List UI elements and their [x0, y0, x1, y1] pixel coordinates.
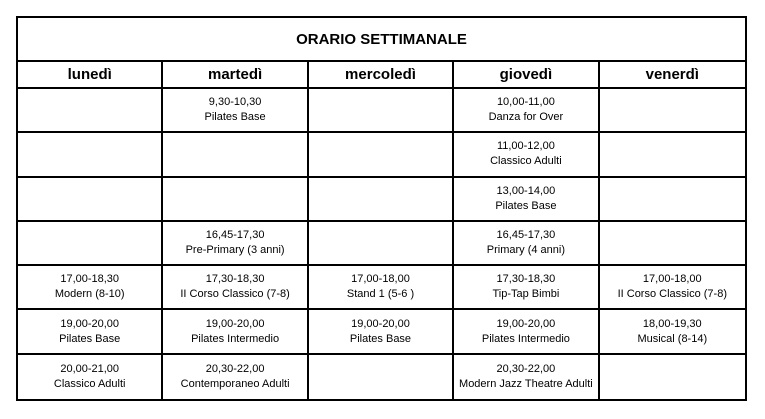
- slot-thursday-2: [454, 133, 599, 177]
- slot-time: 20,30-22,00: [496, 362, 556, 375]
- slot-thursday-5: [454, 266, 599, 310]
- slot-time: 19,00-20,00: [60, 317, 120, 330]
- slot-monday-1: [18, 89, 163, 133]
- slot-friday-5: [600, 266, 745, 310]
- slot-time: 19,00-20,00: [496, 317, 556, 330]
- slot-tuesday-3: [163, 178, 308, 222]
- slot-time: 11,00-12,00: [496, 140, 555, 153]
- slot-course: Stand 1 (5-6 ): [346, 288, 415, 301]
- slot-friday-4: [600, 222, 745, 266]
- slot-course: II Corso Classico (7-8): [180, 288, 290, 301]
- slot-course: II Corso Classico (7-8): [617, 288, 727, 301]
- schedule-title: ORARIO SETTIMANALE: [18, 18, 745, 62]
- slot-course: Classico Adulti: [53, 377, 126, 390]
- slot-course: Pilates Base: [204, 111, 266, 124]
- slot-course: Contemporaneo Adulti: [180, 377, 290, 390]
- slot-wednesday-5: [309, 266, 454, 310]
- slot-tuesday-5: [163, 266, 308, 310]
- slot-course: Pilates Base: [59, 332, 121, 345]
- slot-thursday-1: [454, 89, 599, 133]
- day-header-friday: venerdì: [600, 62, 745, 89]
- slot-time: 17,00-18,30: [60, 273, 120, 286]
- slot-wednesday-7: [309, 355, 454, 399]
- day-header-tuesday: martedì: [163, 62, 308, 89]
- slot-course: Modern Jazz Theatre Adulti: [459, 377, 593, 390]
- slot-course: Pilates Intermedio: [191, 332, 280, 345]
- slot-friday-6: [600, 310, 745, 354]
- slot-course: Pilates Base: [495, 199, 557, 212]
- slot-monday-4: [18, 222, 163, 266]
- slot-course: Musical (8-14): [637, 332, 708, 345]
- slot-monday-6: [18, 310, 163, 354]
- slot-time: 19,00-20,00: [351, 317, 410, 330]
- slot-tuesday-4: [163, 222, 308, 266]
- slot-time: 16,45-17,30: [205, 228, 265, 241]
- slot-time: 20,30-22,00: [205, 362, 265, 375]
- slot-time: 17,00-18,00: [351, 273, 410, 286]
- slot-wednesday-6: [309, 310, 454, 354]
- slot-wednesday-2: [309, 133, 454, 177]
- day-header-thursday: giovedì: [454, 62, 599, 89]
- slot-tuesday-1: [163, 89, 308, 133]
- slot-thursday-3: [454, 178, 599, 222]
- day-header-wednesday: mercoledì: [309, 62, 454, 89]
- slot-monday-5: [18, 266, 163, 310]
- slot-monday-7: [18, 355, 163, 399]
- slot-time: 17,00-18,00: [642, 273, 702, 286]
- slot-wednesday-3: [309, 178, 454, 222]
- slot-tuesday-6: [163, 310, 308, 354]
- slot-wednesday-4: [309, 222, 454, 266]
- slot-monday-3: [18, 178, 163, 222]
- weekly-schedule-table: [16, 16, 747, 401]
- slot-time: 10,00-11,00: [496, 96, 555, 109]
- slot-monday-2: [18, 133, 163, 177]
- slot-course: Primary (4 anni): [486, 243, 566, 256]
- slot-thursday-7: [454, 355, 599, 399]
- slot-friday-3: [600, 178, 745, 222]
- slot-time: 16,45-17,30: [496, 228, 556, 241]
- slot-time: 18,00-19,30: [642, 317, 702, 330]
- slot-time: 20,00-21,00: [60, 362, 120, 375]
- slot-course: Modern (8-10): [54, 288, 125, 301]
- slot-course: Pilates Base: [349, 332, 412, 345]
- slot-thursday-4: [454, 222, 599, 266]
- slot-time: 13,00-14,00: [496, 184, 556, 197]
- slot-friday-2: [600, 133, 745, 177]
- slot-time: 9,30-10,30: [208, 96, 262, 109]
- slot-course: Tip-Tap Bimbi: [492, 288, 560, 301]
- slot-friday-7: [600, 355, 745, 399]
- slot-course: Pre-Primary (3 anni): [185, 243, 285, 256]
- slot-time: 17,30-18,30: [205, 273, 265, 286]
- slot-tuesday-2: [163, 133, 308, 177]
- slot-tuesday-7: [163, 355, 308, 399]
- slot-course: Danza for Over: [488, 111, 564, 124]
- slot-friday-1: [600, 89, 745, 133]
- slot-thursday-6: [454, 310, 599, 354]
- slot-wednesday-1: [309, 89, 454, 133]
- slot-time: 17,30-18,30: [496, 273, 556, 286]
- slot-course: Pilates Intermedio: [481, 332, 570, 345]
- slot-course: Classico Adulti: [490, 155, 562, 168]
- day-header-monday: lunedì: [18, 62, 163, 89]
- slot-time: 19,00-20,00: [205, 317, 265, 330]
